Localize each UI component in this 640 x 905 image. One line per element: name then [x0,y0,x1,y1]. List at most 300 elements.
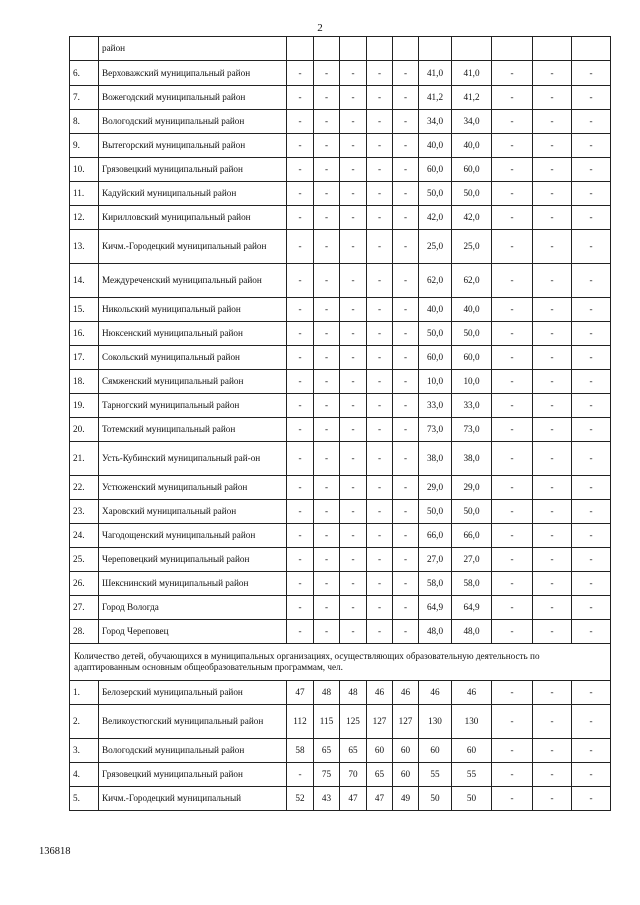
value-cell: - [393,298,419,322]
value-cell: 60 [393,739,419,763]
value-cell: - [533,110,572,134]
value-cell: 55 [452,763,492,787]
row-number: 17. [70,346,99,370]
value-cell: 40,0 [452,298,492,322]
value-cell: 73,0 [452,418,492,442]
district-name: Кирилловский муниципальный район [99,206,287,230]
value-cell: - [314,548,340,572]
value-cell: - [533,346,572,370]
value-cell: - [367,264,393,298]
value-cell: - [572,548,611,572]
district-name: Чагодощенский муниципальный район [99,524,287,548]
value-cell: - [314,86,340,110]
value-cell: - [533,182,572,206]
value-cell: 65 [314,739,340,763]
value-cell: - [492,322,533,346]
value-cell: - [287,134,314,158]
row-number: 27. [70,596,99,620]
row-number: 12. [70,206,99,230]
table-row [70,763,611,787]
value-cell: - [533,787,572,811]
value-cell: - [314,61,340,86]
value-cell: - [572,394,611,418]
value-cell: - [533,596,572,620]
value-cell: 127 [367,705,393,739]
value-cell: - [572,524,611,548]
value-cell: - [314,134,340,158]
value-cell: 50 [419,787,452,811]
value-cell: 58,0 [452,572,492,596]
value-cell: 40,0 [419,298,452,322]
value-cell: - [314,322,340,346]
table-row [70,322,611,346]
value-cell: - [287,298,314,322]
value-cell: - [572,158,611,182]
table-row [70,61,611,86]
value-cell: - [492,739,533,763]
value-cell: - [367,500,393,524]
value-cell: - [340,500,367,524]
value-cell: 40,0 [452,134,492,158]
value-cell: - [340,370,367,394]
value-cell: 60,0 [452,158,492,182]
value-cell: - [314,596,340,620]
value-cell: - [572,620,611,644]
value-cell: - [367,620,393,644]
value-cell: 64,9 [419,596,452,620]
row-number: 2. [70,705,99,739]
value-cell: - [492,264,533,298]
row-number: 28. [70,620,99,644]
value-cell: - [533,476,572,500]
value-cell: - [287,548,314,572]
value-cell: 10,0 [452,370,492,394]
value-cell: - [287,370,314,394]
value-cell: 50,0 [452,500,492,524]
district-name: Харовский муниципальный район [99,500,287,524]
value-cell: - [393,86,419,110]
value-cell: - [314,370,340,394]
value-cell: - [572,787,611,811]
value-cell: - [533,61,572,86]
table-row [70,548,611,572]
value-cell: - [287,442,314,476]
district-name: Череповецкий муниципальный район [99,548,287,572]
value-cell: 41,2 [452,86,492,110]
value-cell: - [533,572,572,596]
value-cell: 46 [419,681,452,705]
value-cell: - [367,394,393,418]
value-cell: - [393,346,419,370]
value-cell: - [340,442,367,476]
value-cell: 60,0 [419,158,452,182]
value-cell: 46 [393,681,419,705]
value-cell: - [367,548,393,572]
value-cell: - [492,763,533,787]
value-cell: - [367,206,393,230]
value-cell: - [533,548,572,572]
value-cell: 62,0 [419,264,452,298]
value-cell: - [393,476,419,500]
value-cell: - [572,298,611,322]
value-cell: - [314,418,340,442]
value-cell: - [492,500,533,524]
value-cell: - [492,86,533,110]
value-cell: - [393,442,419,476]
district-name: Кичм.-Городецкий муниципальный район [99,230,287,264]
row-number: 1. [70,681,99,705]
value-cell: - [340,596,367,620]
value-cell: 127 [393,705,419,739]
district-name: Великоустюгский муниципальный район [99,705,287,739]
value-cell: - [314,524,340,548]
value-cell: 50,0 [419,182,452,206]
value-cell: - [367,110,393,134]
value-cell: - [533,739,572,763]
value-cell: - [340,394,367,418]
value-cell: - [572,572,611,596]
value-cell: 58,0 [419,572,452,596]
value-cell: 38,0 [452,442,492,476]
value-cell: - [533,763,572,787]
table-row [70,524,611,548]
value-cell: - [287,346,314,370]
row-number: 13. [70,230,99,264]
district-name: Нюксенский муниципальный район [99,322,287,346]
table-row [70,596,611,620]
value-cell: - [492,61,533,86]
value-cell: 50,0 [452,182,492,206]
value-cell: - [492,158,533,182]
value-cell: 62,0 [452,264,492,298]
table-row [70,442,611,476]
row-number: 6. [70,61,99,86]
value-cell: 65 [340,739,367,763]
value-cell: 47 [367,787,393,811]
value-cell: - [287,264,314,298]
value-cell: 41,2 [419,86,452,110]
value-cell: - [572,763,611,787]
value-cell: - [287,110,314,134]
value-cell: 48 [314,681,340,705]
value-cell: - [287,572,314,596]
value-cell: 70 [340,763,367,787]
value-cell: - [492,681,533,705]
value-cell: 47 [287,681,314,705]
value-cell: - [367,418,393,442]
table-row [70,158,611,182]
value-cell: 34,0 [452,110,492,134]
value-cell: - [492,298,533,322]
value-cell: - [287,230,314,264]
value-cell: 50 [452,787,492,811]
value-cell: - [393,500,419,524]
value-cell: - [492,134,533,158]
value-cell: 66,0 [419,524,452,548]
value-cell: - [287,763,314,787]
value-cell: - [367,182,393,206]
value-cell: - [340,322,367,346]
value-cell: - [572,739,611,763]
value-cell: - [533,681,572,705]
value-cell: - [340,418,367,442]
value-cell: - [572,346,611,370]
table-row [70,739,611,763]
row-number: 16. [70,322,99,346]
value-cell: - [492,787,533,811]
value-cell: - [314,572,340,596]
value-cell: - [287,418,314,442]
table-row [70,182,611,206]
value-cell: 34,0 [419,110,452,134]
district-name: Шекснинский муниципальный район [99,572,287,596]
value-cell: 41,0 [452,61,492,86]
value-cell: - [314,346,340,370]
value-cell: 49 [393,787,419,811]
value-cell: - [572,370,611,394]
value-cell: 46 [452,681,492,705]
value-cell: - [393,370,419,394]
district-name: Город Череповец [99,620,287,644]
value-cell: 65 [367,763,393,787]
value-cell: - [533,500,572,524]
value-cell: 60 [452,739,492,763]
row-number: 25. [70,548,99,572]
value-cell: - [533,264,572,298]
value-cell: - [367,61,393,86]
district-name: Тотемский муниципальный район [99,418,287,442]
table-row [70,264,611,298]
table-row [70,394,611,418]
value-cell: - [314,110,340,134]
district-name: Верховажский муниципальный район [99,61,287,86]
data-table [69,36,611,811]
district-name: Кадуйский муниципальный район [99,182,287,206]
value-cell: - [314,264,340,298]
value-cell: - [492,418,533,442]
row-number: 11. [70,182,99,206]
value-cell: - [367,230,393,264]
value-cell: - [340,230,367,264]
row-number: 4. [70,763,99,787]
value-cell: 130 [452,705,492,739]
table-row [70,572,611,596]
value-cell: - [340,134,367,158]
value-cell: 33,0 [419,394,452,418]
value-cell: - [492,596,533,620]
value-cell: - [393,134,419,158]
value-cell: - [340,620,367,644]
value-cell: - [367,476,393,500]
value-cell: - [533,705,572,739]
value-cell: - [492,476,533,500]
value-cell: - [533,370,572,394]
value-cell: - [572,230,611,264]
value-cell: - [367,158,393,182]
value-cell: - [393,596,419,620]
value-cell: - [340,61,367,86]
value-cell: - [367,596,393,620]
table-row [70,206,611,230]
value-cell: 42,0 [419,206,452,230]
district-name: Устюженский муниципальный район [99,476,287,500]
value-cell: 50,0 [452,322,492,346]
value-cell: - [287,158,314,182]
district-name: Сямженский муниципальный район [99,370,287,394]
value-cell: - [572,61,611,86]
section-heading-row [70,644,611,681]
row-number: 21. [70,442,99,476]
table-row [70,681,611,705]
row-number: 7. [70,86,99,110]
value-cell: - [314,298,340,322]
value-cell: - [492,230,533,264]
value-cell: - [492,620,533,644]
district-name: Грязовецкий муниципальный район [99,763,287,787]
value-cell: - [572,264,611,298]
value-cell: - [340,548,367,572]
value-cell: - [492,705,533,739]
row-number: 26. [70,572,99,596]
value-cell: - [340,524,367,548]
row-number [70,37,99,61]
value-cell: - [492,394,533,418]
value-cell: - [367,134,393,158]
value-cell: 73,0 [419,418,452,442]
value-cell: 42,0 [452,206,492,230]
value-cell: - [340,264,367,298]
value-cell: - [572,86,611,110]
value-cell: - [393,264,419,298]
value-cell: 47 [340,787,367,811]
value-cell: - [367,298,393,322]
district-name: Грязовецкий муниципальный район [99,158,287,182]
value-cell: 50,0 [419,322,452,346]
value-cell: 52 [287,787,314,811]
district-name: Сокольский муниципальный район [99,346,287,370]
value-cell: - [533,134,572,158]
value-cell: - [572,418,611,442]
value-cell: - [367,86,393,110]
table-row [70,787,611,811]
value-cell: - [393,620,419,644]
value-cell: - [314,394,340,418]
value-cell: 60 [393,763,419,787]
value-cell: - [572,134,611,158]
value-cell: 46 [367,681,393,705]
value-cell: - [314,500,340,524]
value-cell: 66,0 [452,524,492,548]
value-cell: - [287,322,314,346]
value-cell: - [393,206,419,230]
table-row [70,110,611,134]
district-name: Никольский муниципальный район [99,298,287,322]
value-cell: - [393,394,419,418]
value-cell: 115 [314,705,340,739]
district-name: Вологодский муниципальный район [99,739,287,763]
value-cell: 25,0 [452,230,492,264]
value-cell: 48 [340,681,367,705]
value-cell: - [533,206,572,230]
value-cell: 29,0 [452,476,492,500]
table-row [70,500,611,524]
value-cell: - [314,442,340,476]
district-name: район [99,37,287,61]
row-number: 15. [70,298,99,322]
value-cell: - [367,346,393,370]
value-cell: - [492,182,533,206]
value-cell: 48,0 [452,620,492,644]
value-cell: - [572,476,611,500]
row-number: 9. [70,134,99,158]
value-cell: - [492,206,533,230]
value-cell: - [492,110,533,134]
table-row [70,37,611,61]
value-cell: - [492,572,533,596]
value-cell: 48,0 [419,620,452,644]
value-cell: 27,0 [452,548,492,572]
value-cell: - [533,158,572,182]
district-name: Вытегорский муниципальный район [99,134,287,158]
district-name: Тарногский муниципальный район [99,394,287,418]
value-cell: 58 [287,739,314,763]
row-number: 24. [70,524,99,548]
value-cell: - [533,620,572,644]
table-row [70,370,611,394]
value-cell: - [572,442,611,476]
value-cell: 60,0 [452,346,492,370]
value-cell: 40,0 [419,134,452,158]
value-cell: - [533,418,572,442]
value-cell: - [287,524,314,548]
table-row [70,476,611,500]
row-number: 22. [70,476,99,500]
value-cell: - [367,442,393,476]
value-cell: - [340,206,367,230]
value-cell: - [314,158,340,182]
value-cell: 41,0 [419,61,452,86]
value-cell: 29,0 [419,476,452,500]
value-cell: - [287,61,314,86]
value-cell: - [287,476,314,500]
value-cell: - [340,86,367,110]
table-row [70,346,611,370]
value-cell: - [287,596,314,620]
value-cell: 130 [419,705,452,739]
value-cell: - [340,572,367,596]
value-cell: - [572,705,611,739]
district-name: Вожегодский муниципальный район [99,86,287,110]
value-cell: 60 [367,739,393,763]
value-cell: 25,0 [419,230,452,264]
value-cell: - [314,182,340,206]
district-name: Вологодский муниципальный район [99,110,287,134]
value-cell: - [287,86,314,110]
value-cell: - [314,476,340,500]
value-cell: 27,0 [419,548,452,572]
value-cell: 60 [419,739,452,763]
value-cell: - [393,230,419,264]
value-cell: - [367,572,393,596]
value-cell: - [393,61,419,86]
value-cell: - [492,524,533,548]
section-heading: Количество детей, обучающихся в муниципальных организациях, осуществляющих образовательную деятельность по адаптированным основным общеобразовательным программам, чел. [70,644,611,681]
row-number: 10. [70,158,99,182]
value-cell: - [393,322,419,346]
value-cell: - [393,418,419,442]
value-cell: - [314,230,340,264]
value-cell: - [393,548,419,572]
